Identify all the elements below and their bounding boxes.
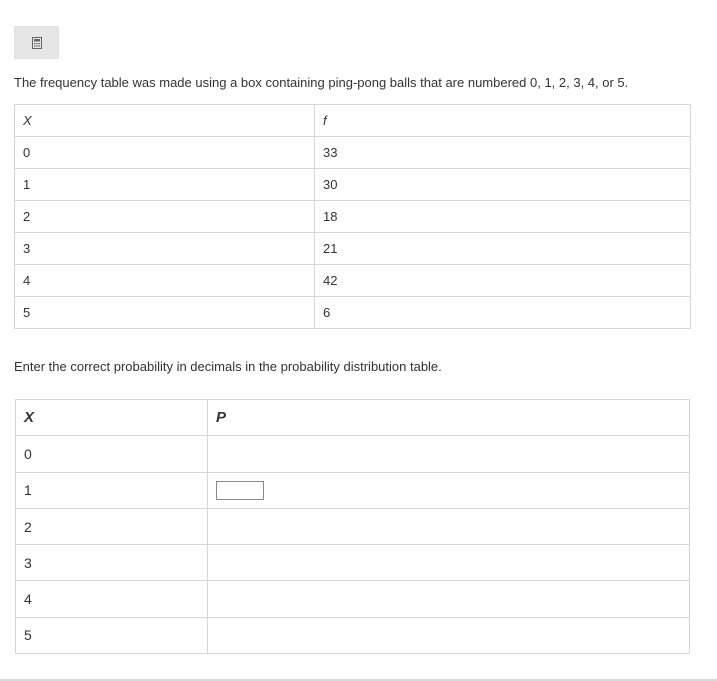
frequency-header-x: X xyxy=(15,105,315,137)
table-row xyxy=(15,169,691,201)
probability-cell-x: 1 xyxy=(16,472,208,508)
table-row xyxy=(16,581,690,617)
probability-cell-p xyxy=(208,436,690,472)
probability-cell-x: 2 xyxy=(16,508,208,544)
frequency-table xyxy=(14,104,691,329)
frequency-table-header-row xyxy=(15,105,691,137)
frequency-cell-x: 5 xyxy=(15,297,315,329)
probability-cell-x: 5 xyxy=(16,617,208,653)
table-row xyxy=(15,201,691,233)
probability-cell-p xyxy=(208,581,690,617)
frequency-cell-x: 3 xyxy=(15,233,315,265)
probability-cell-x: 4 xyxy=(16,581,208,617)
probability-header-p: P xyxy=(208,400,690,436)
frequency-cell-f: 42 xyxy=(315,265,691,297)
frequency-cell-f: 6 xyxy=(315,297,691,329)
frequency-cell-f: 30 xyxy=(315,169,691,201)
probability-header-x: X xyxy=(16,400,208,436)
probability-table xyxy=(15,399,690,654)
frequency-header-f: f xyxy=(315,105,691,137)
frequency-cell-x: 2 xyxy=(15,201,315,233)
table-row xyxy=(15,265,691,297)
probability-cell-x: 0 xyxy=(16,436,208,472)
table-row xyxy=(16,545,690,581)
table-row xyxy=(16,508,690,544)
question-intro-text: The frequency table was made using a box containing ping-pong balls that are numbered 0, 1, 2, 3, 4, or 5. xyxy=(14,75,629,90)
frequency-cell-f: 21 xyxy=(315,233,691,265)
calculator-button[interactable] xyxy=(14,26,59,59)
frequency-cell-f: 33 xyxy=(315,137,691,169)
frequency-cell-x: 0 xyxy=(15,137,315,169)
table-row xyxy=(16,472,690,508)
table-row xyxy=(15,297,691,329)
frequency-cell-f: 18 xyxy=(315,201,691,233)
frequency-cell-x: 4 xyxy=(15,265,315,297)
probability-cell-p xyxy=(208,472,690,508)
probability-table-header-row xyxy=(16,400,690,436)
question-instruction-text: Enter the correct probability in decimals in the probability distribution table. xyxy=(14,359,442,374)
table-row xyxy=(16,436,690,472)
calculator-icon xyxy=(32,37,42,49)
probability-cell-p xyxy=(208,545,690,581)
probability-cell-p xyxy=(208,508,690,544)
probability-cell-p xyxy=(208,617,690,653)
probability-answer-input[interactable] xyxy=(216,481,264,500)
probability-cell-x: 3 xyxy=(16,545,208,581)
table-row xyxy=(15,233,691,265)
table-row xyxy=(16,617,690,653)
frequency-cell-x: 1 xyxy=(15,169,315,201)
table-row xyxy=(15,137,691,169)
